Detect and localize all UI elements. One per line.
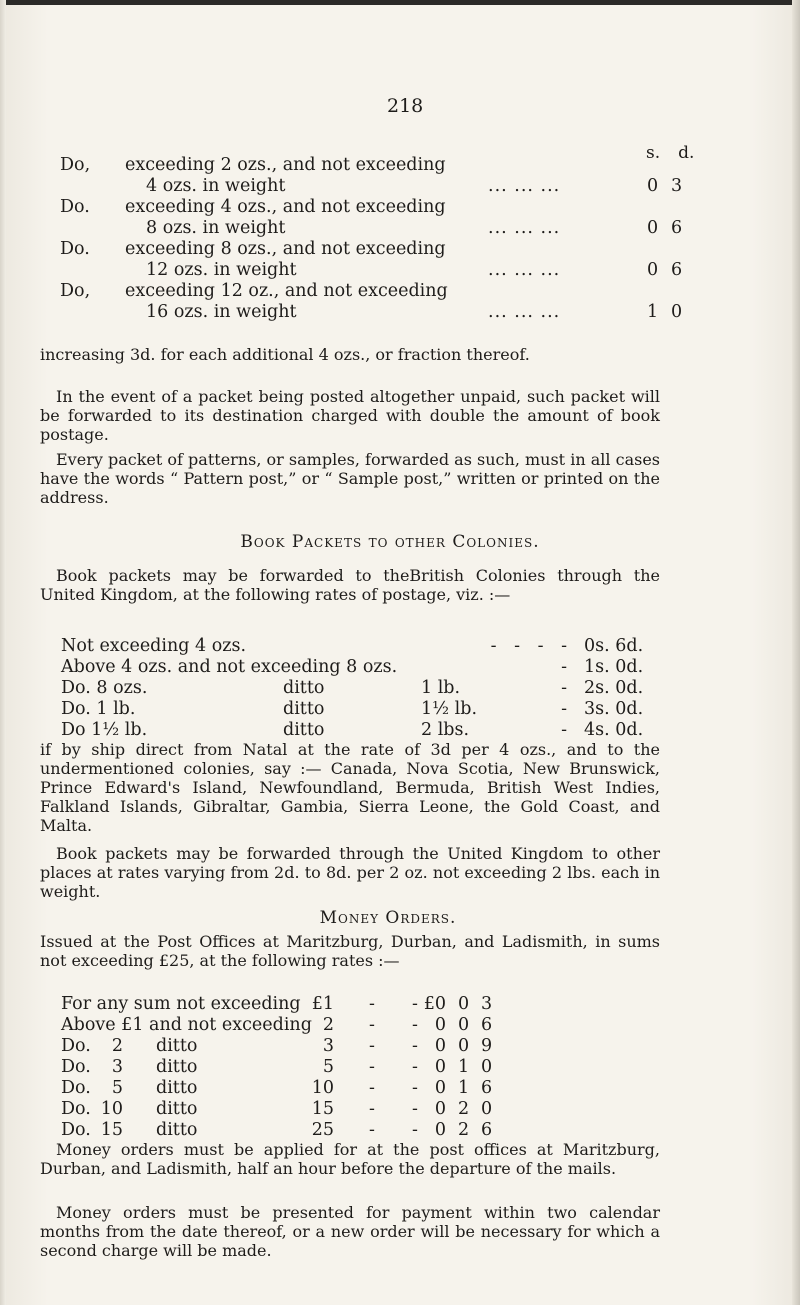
pence-header: d. [678, 143, 695, 163]
money-rate-pence: 6 [481, 1015, 493, 1035]
top-border [0, 0, 800, 5]
increasing-text: increasing 3d. for each additional 4 ozs., or fraction thereof. [40, 345, 530, 364]
money-rate-ditto: ditto [156, 1120, 198, 1140]
money-rate-desc: Do. [61, 1057, 91, 1077]
rate-prefix: Do, [60, 155, 91, 175]
money-rate-pence: 9 [481, 1036, 493, 1056]
paragraph-unpaid: In the event of a packet being posted altogether unpaid, such packet will be forwarded to its destination charged with double the amount of book postage. [40, 387, 660, 444]
page-number: 218 [387, 95, 424, 117]
money-rate-from: 3 [111, 1057, 123, 1077]
money-rate-desc: Do. [61, 1036, 91, 1056]
money-rate-desc: Do. [61, 1120, 91, 1140]
money-rate-to: 25 [311, 1120, 334, 1140]
money-rate-pounds: 0 [434, 1057, 446, 1077]
money-rate-dash-2: - [412, 1015, 418, 1035]
money-rate-from: 2 [111, 1036, 123, 1056]
paragraph-ship-direct: if by ship direct from Natal at the rate of 3d per 4 ozs., and to the undermentioned colonies, say :— Canada, Nova Scotia, New Brunswick, Prince Edward's Island, Newfoundland, Bermuda, British West Indies, Falkland Islands, Gibraltar, Gambia, Sierra Leone, the Gold Coast, and Malta. [40, 740, 660, 835]
paragraph-money-issued: Issued at the Post Offices at Maritzburg, Durban, and Ladismith, in sums not exceeding £25, at the following rates :— [40, 932, 660, 970]
money-rate-to: 2 [322, 1015, 334, 1035]
book-rate-weight: 1 lb. [421, 678, 461, 698]
book-rate-desc: Do. 8 ozs. [61, 678, 148, 698]
money-rate-shillings: 0 [458, 1015, 470, 1035]
money-rate-dash-2: - [412, 1057, 418, 1077]
book-rate-desc: Above 4 ozs. and not exceeding 8 ozs. [61, 657, 398, 677]
book-rate-weight: 1½ lb. [421, 699, 478, 719]
page-left-edge [0, 0, 6, 1305]
rate-line-1: exceeding 2 ozs., and not exceeding [125, 155, 446, 175]
money-rate-pounds: 0 [434, 1036, 446, 1056]
money-rate-to: 15 [311, 1099, 334, 1119]
money-rate-dash-2: - [412, 1099, 418, 1119]
rate-prefix: Do, [60, 281, 91, 301]
book-rate-dash: - [561, 699, 573, 719]
money-rate-to: 5 [322, 1057, 334, 1077]
money-rate-pence: 0 [481, 1057, 493, 1077]
book-rate-value: 2s. 0d. [584, 678, 644, 698]
book-rate-value: 3s. 0d. [584, 699, 644, 719]
rate-prefix: Do. [60, 197, 90, 217]
money-rate-pounds: 0 [434, 1078, 446, 1098]
rate-dots: ... ... ... [488, 302, 561, 322]
money-rate-to: 3 [322, 1036, 334, 1056]
page-right-edge [792, 0, 800, 1305]
book-rate-dash: - [561, 720, 573, 740]
money-rate-pounds: 0 [434, 1015, 446, 1035]
currency-header [646, 143, 694, 163]
money-rate-desc: Above £1 and not exceeding [61, 1015, 312, 1035]
rate-dots: ... ... ... [488, 218, 561, 238]
money-rate-to: £1 [311, 994, 334, 1014]
money-rate-shillings: 0 [458, 994, 470, 1014]
book-rate-desc: Do 1½ lb. [61, 720, 148, 740]
money-rate-pence: 6 [481, 1120, 493, 1140]
paragraph-other-places: Book packets may be forwarded through the United Kingdom to other places at rates varying from 2d. to 8d. per 2 oz. not exceeding 2 lbs. each in weight. [40, 844, 660, 901]
heading-book-packets: Book Packets to other Colonies. [240, 532, 540, 552]
book-rate-dash: - [561, 657, 573, 677]
money-rate-shillings: 2 [458, 1120, 470, 1140]
money-rate-from: 15 [100, 1120, 123, 1140]
rate-line-1: exceeding 4 ozs., and not exceeding [125, 197, 446, 217]
money-rate-dash-1: - [369, 994, 375, 1014]
rate-line-2: 12 ozs. in weight [146, 260, 297, 280]
money-rate-pounds: £0 [423, 994, 446, 1014]
money-rate-dash-1: - [369, 1057, 375, 1077]
money-rate-dash-2: - [412, 1078, 418, 1098]
book-rate-dash: - - - - [490, 636, 573, 656]
book-rate-desc: Not exceeding 4 ozs. [61, 636, 247, 656]
money-rate-ditto: ditto [156, 1099, 198, 1119]
rate-pence: 3 [671, 176, 683, 196]
paragraph-patterns: Every packet of patterns, or samples, forwarded as such, must in all cases have the words “ Pattern post,” or “ Sample post,” written or printed on the address. [40, 450, 660, 507]
money-rate-dash-2: - [412, 1036, 418, 1056]
money-rate-dash-1: - [369, 1036, 375, 1056]
money-rate-shillings: 2 [458, 1099, 470, 1119]
money-rate-dash-1: - [369, 1078, 375, 1098]
paragraph-money-present: Money orders must be presented for payment within two calendar months from the date thereof, or a new order will be necessary for which a second charge will be made. [40, 1203, 660, 1260]
rate-dots: ... ... ... [488, 176, 561, 196]
money-rate-ditto: ditto [156, 1036, 198, 1056]
money-rate-shillings: 0 [458, 1036, 470, 1056]
rate-line-2: 16 ozs. in weight [146, 302, 297, 322]
rate-pence: 6 [671, 218, 683, 238]
book-rate-value: 0s. 6d. [584, 636, 644, 656]
rate-shillings: 1 [647, 302, 659, 322]
book-rate-desc: Do. 1 lb. [61, 699, 136, 719]
rate-line-1: exceeding 12 oz., and not exceeding [125, 281, 448, 301]
rate-dots: ... ... ... [488, 260, 561, 280]
book-rate-ditto: ditto [283, 678, 325, 698]
book-rate-weight: 2 lbs. [421, 720, 470, 740]
money-rate-pounds: 0 [434, 1120, 446, 1140]
money-rate-dash-1: - [369, 1099, 375, 1119]
book-rate-ditto: ditto [283, 720, 325, 740]
shillings-header: s. [646, 143, 661, 163]
money-rate-to: 10 [311, 1078, 334, 1098]
book-rate-value: 1s. 0d. [584, 657, 644, 677]
money-rate-shillings: 1 [458, 1078, 470, 1098]
money-rate-from: 10 [100, 1099, 123, 1119]
rate-pence: 6 [671, 260, 683, 280]
rate-line-1: exceeding 8 ozs., and not exceeding [125, 239, 446, 259]
money-rate-ditto: ditto [156, 1078, 198, 1098]
money-rate-pounds: 0 [434, 1099, 446, 1119]
heading-money-orders: Money Orders. [319, 908, 457, 928]
money-rate-pence: 3 [481, 994, 493, 1014]
rate-line-2: 4 ozs. in weight [146, 176, 286, 196]
rate-pence: 0 [671, 302, 683, 322]
money-rate-dash-2: - [412, 1120, 418, 1140]
rate-line-2: 8 ozs. in weight [146, 218, 286, 238]
money-rate-shillings: 1 [458, 1057, 470, 1077]
rate-shillings: 0 [647, 260, 659, 280]
rate-shillings: 0 [647, 218, 659, 238]
money-rate-pence: 6 [481, 1078, 493, 1098]
paragraph-book-packets-intro: Book packets may be forwarded to theBritish Colonies through the United Kingdom, at the following rates of postage, viz. :— [40, 566, 660, 604]
paragraph-money-apply: Money orders must be applied for at the post offices at Maritzburg, Durban, and Ladismith, half an hour before the departure of the mails. [40, 1140, 660, 1178]
money-rate-ditto: ditto [156, 1057, 198, 1077]
money-rate-desc: For any sum not exceeding [61, 994, 301, 1014]
money-rate-dash-2: - [412, 994, 418, 1014]
rate-shillings: 0 [647, 176, 659, 196]
rate-prefix: Do. [60, 239, 90, 259]
money-rate-pence: 0 [481, 1099, 493, 1119]
book-rate-value: 4s. 0d. [584, 720, 644, 740]
money-rate-dash-1: - [369, 1015, 375, 1035]
book-rate-dash: - [561, 678, 573, 698]
money-rate-dash-1: - [369, 1120, 375, 1140]
book-rate-ditto: ditto [283, 699, 325, 719]
money-rate-from: 5 [111, 1078, 123, 1098]
money-rate-desc: Do. [61, 1078, 91, 1098]
money-rate-desc: Do. [61, 1099, 91, 1119]
